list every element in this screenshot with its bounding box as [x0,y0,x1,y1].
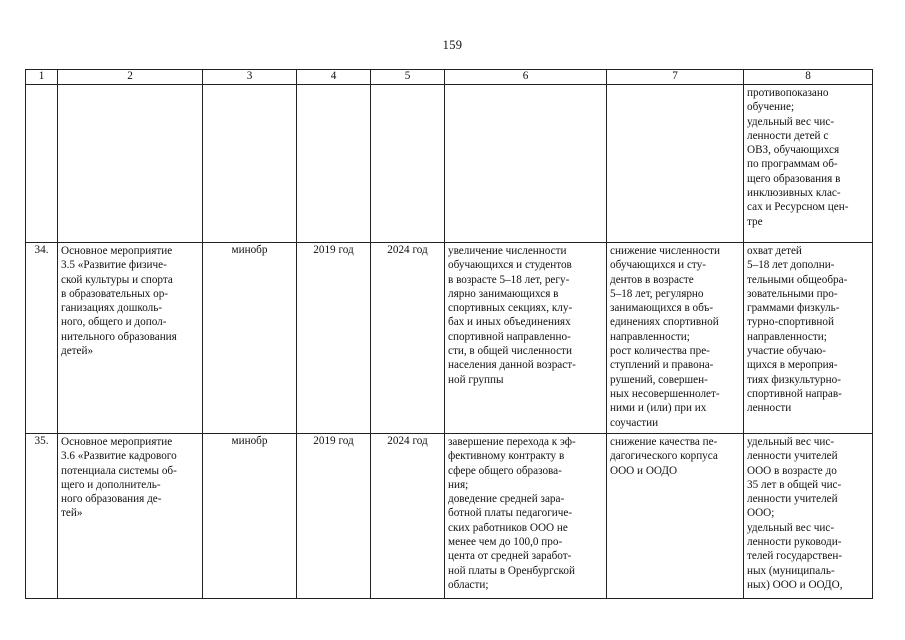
responsible-cell: минобр [203,434,297,599]
cell-text-line: ния; [448,478,469,491]
cell-text-line: ленности детей с [747,129,829,142]
cell-text-line: в возрасте 5–18 лет, регу- [448,273,570,286]
cell-text-line: ООО в возрасте до [747,464,837,477]
cell-text-line: сфере общего образова- [448,464,562,477]
consequences-cell [607,243,744,434]
cell-text-line: области; [448,578,489,591]
cell-text-line: ных) ООО и ООДО, [747,578,843,591]
cell-text-line: снижение численности [610,245,721,257]
cell-text-line: соучастии [610,416,659,429]
cell-text-line: бах и иных объединениях [448,316,571,329]
cell-text-line: дагогического корпуса [610,450,718,463]
end-year-cell [371,85,445,243]
indicators-cell [744,85,873,243]
cell-text-line: обучающихся и студентов [448,259,572,272]
cell-text-line: ганизациях дошколь- [61,302,163,315]
column-number: 4 [297,70,371,85]
indicators-cell [744,243,873,434]
cell-text-line: щего образования в [747,172,841,185]
cell-text-line: снижение качества пе- [610,436,718,448]
cell-text-line: ООО и ООДО [610,464,678,477]
cell-text-line: увеличение численности [448,245,567,257]
start-year-cell: 2019 год [297,243,371,434]
column-number: 8 [744,70,873,85]
cell-text-line: ботной платы педагогиче- [448,507,573,520]
cell-text-line: зовательными про- [747,287,838,300]
cell-text-line: по программам об- [747,158,838,171]
cell-text-line: направленности; [747,330,827,343]
row-number: 34. [26,243,58,434]
cell-text-line: ленности [747,402,792,415]
cell-text-line: рост количества пре- [610,345,710,358]
column-number: 5 [371,70,445,85]
cell-text-line: дентов в возрасте [610,273,694,286]
cell-text-line: инклюзивных клас- [747,187,841,200]
cell-text-line: ленности учителей [747,450,838,463]
cell-text-line: ступлений и правона- [610,359,714,372]
cell-text-line: противопоказано [747,87,829,99]
cell-text-line: 5–18 лет, регулярно [610,287,704,300]
cell-text-line: ОВЗ, обучающихся [747,144,840,157]
cell-text-line: охват детей [747,245,802,257]
cell-text-line: фективному контракту в [448,450,565,463]
cell-text-line: участие обучаю- [747,345,826,358]
cell-text-line: тельными общеобра- [747,273,848,286]
cell-text-line: направленности; [610,330,690,343]
cell-text-line: в образовательных ор- [61,287,169,300]
cell-text-line: ного, общего и допол- [61,316,167,329]
cell-text-line: тре [747,215,763,228]
cell-text-line: ных несовершеннолет- [610,387,720,400]
cell-text-line: доведение средней зара- [448,493,565,506]
end-year-cell: 2024 год [371,434,445,599]
cell-text-line: завершение перехода к эф- [448,436,576,448]
measure-name-cell [58,243,203,434]
cell-text-line: рушений, совершен- [610,373,708,386]
consequences-cell [607,434,744,599]
cell-text-line: тиях физкультурно- [747,373,841,386]
cell-text-line: детей» [61,345,94,358]
expected-result-cell [445,434,607,599]
cell-text-line: спортивной направленно- [448,330,571,343]
cell-text-line: нительного образования [61,330,177,343]
cell-text-line: цента от средней заработ- [448,550,572,563]
cell-text-line: сах и Ресурсном цен- [747,201,849,214]
cell-text-line: граммами физкуль- [747,302,840,315]
page-number: 159 [442,38,463,52]
cell-text-line: населения данной возраст- [448,359,576,372]
plan-table [25,69,873,599]
cell-text-line: 3.6 «Развитие кадрового [61,450,177,463]
expected-result-cell [445,243,607,434]
cell-text-line: Основное мероприятие [61,436,173,448]
cell-text-line: занимающихся в объ- [610,302,714,315]
cell-text-line: 5–18 лет дополни- [747,259,835,272]
cell-text-line: спортивной направ- [747,387,842,400]
cell-text-line: ного образования де- [61,493,162,506]
cell-text-line: ной группы [448,373,504,386]
cell-text-line: ними и (или) при их [610,402,707,415]
cell-text-line: ленности учителей [747,493,838,506]
cell-text-line: щихся в мероприя- [747,359,838,372]
cell-text-line: обучение; [747,101,795,114]
cell-text-line: обучающихся и сту- [610,259,706,272]
cell-text-line: турно-спортивной [747,316,834,329]
cell-text-line: ной платы в Оренбургской [448,564,575,577]
column-number: 3 [203,70,297,85]
column-number: 7 [607,70,744,85]
cell-text-line: 3.5 «Развитие физиче- [61,259,167,272]
cell-text-line: потенциала системы об- [61,464,177,477]
cell-text-line: спортивных секциях, клу- [448,302,573,315]
column-number: 6 [445,70,607,85]
indicators-cell [744,434,873,599]
table-row [26,434,873,599]
start-year-cell: 2019 год [297,434,371,599]
table-row [26,243,873,434]
measure-name-cell [58,85,203,243]
cell-text-line: ных (муниципаль- [747,564,835,577]
row-number: 35. [26,434,58,599]
cell-text-line: сти, в общей численности [448,345,572,358]
table-row [26,85,873,243]
cell-text-line: удельный вес чис- [747,115,835,128]
cell-text-line: тей» [61,507,83,520]
expected-result-cell [445,85,607,243]
row-number [26,85,58,243]
cell-text-line: Основное мероприятие [61,245,173,257]
cell-text-line: щего и дополнитель- [61,478,161,491]
cell-text-line: ленности руководи- [747,536,842,549]
responsible-cell [203,85,297,243]
cell-text-line: удельный вес чис- [747,436,835,448]
start-year-cell [297,85,371,243]
cell-text-line: ской культуры и спорта [61,273,173,286]
column-number-row [26,70,873,85]
cell-text-line: удельный вес чис- [747,521,835,534]
end-year-cell: 2024 год [371,243,445,434]
cell-text-line: 35 лет в общей чис- [747,478,842,491]
consequences-cell [607,85,744,243]
cell-text-line: менее чем до 100,0 про- [448,536,563,549]
column-number: 1 [26,70,58,85]
cell-text-line: ских работников ООО не [448,521,568,534]
cell-text-line: единениях спортивной [610,316,719,329]
cell-text-line: телей государствен- [747,550,843,563]
measure-name-cell [58,434,203,599]
cell-text-line: лярно занимающихся в [448,287,559,300]
column-number: 2 [58,70,203,85]
cell-text-line: ООО; [747,507,775,520]
responsible-cell: минобр [203,243,297,434]
